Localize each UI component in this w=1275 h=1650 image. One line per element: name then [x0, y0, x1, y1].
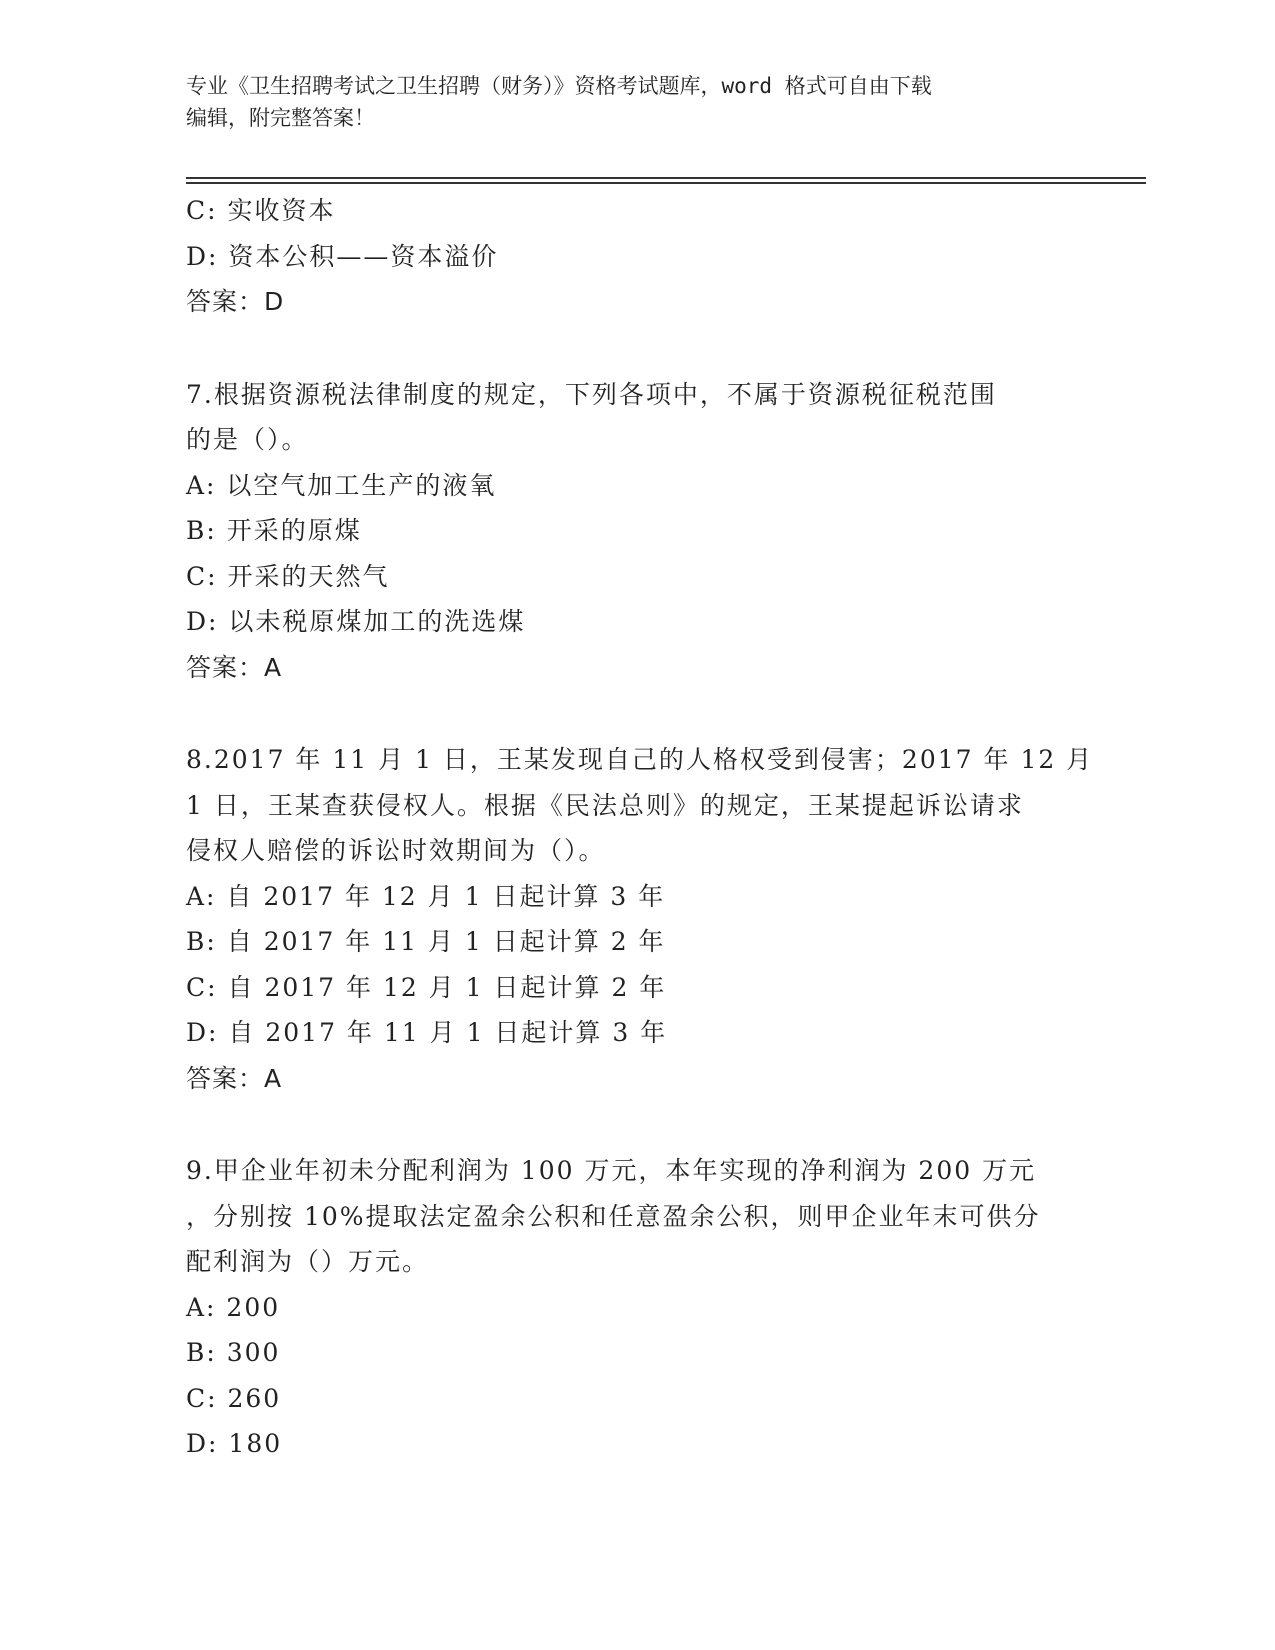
- question-stem: 7.根据资源税法律制度的规定，下列各项中，不属于资源税征税范围: [186, 379, 997, 409]
- question-stem: 9.甲企业年初未分配利润为 100 万元，本年实现的净利润为 200 万元: [186, 1156, 1037, 1185]
- option-c: C: 自 2017 年 12 月 1 日起计算 2 年: [186, 972, 667, 1002]
- question-stem: 1 日，王某查获侵权人。根据《民法总则》的规定，王某提起诉讼请求: [186, 790, 1024, 820]
- question-list: [186, 188, 1094, 1467]
- header-divider: [186, 177, 1146, 179]
- option-b: B: 300: [186, 1338, 281, 1367]
- option-a: A: 200: [186, 1292, 281, 1322]
- option-c: C: 实收资本: [186, 196, 336, 225]
- page-header: [186, 70, 1066, 134]
- option-c: C: 开采的天然气: [186, 561, 390, 591]
- option-d: D: 以未税原煤加工的洗选煤: [186, 607, 526, 636]
- option-a: A: 以空气加工生产的液氧: [186, 470, 497, 500]
- option-a: A: 自 2017 年 12 月 1 日起计算 3 年: [186, 881, 666, 911]
- option-c: C: 260: [186, 1383, 282, 1413]
- option-d: D: 资本公积——资本溢价: [186, 241, 499, 271]
- question-stem: ，分别按 10%提取法定盈余公积和任意盈余公积，则甲企业年末可供分: [186, 1201, 1041, 1231]
- answer-label: 答案：A: [186, 652, 283, 682]
- option-d: D: 180: [186, 1429, 283, 1458]
- question-stem: 的是（）。: [186, 425, 309, 454]
- header-line: 编辑，附完整答案！: [186, 106, 375, 130]
- option-d: D: 自 2017 年 11 月 1 日起计算 3 年: [186, 1018, 668, 1047]
- question-stem: 8.2017 年 11 月 1 日，王某发现自己的人格权受到侵害；2017 年 12 月: [186, 745, 1094, 774]
- question-stem: 配利润为（）万元。: [186, 1247, 430, 1276]
- question-stem: 侵权人赔偿的诉讼时效期间为（）。: [186, 836, 606, 865]
- option-b: B: 开采的原煤: [186, 516, 362, 545]
- answer-label: 答案：D: [186, 287, 285, 316]
- option-b: B: 自 2017 年 11 月 1 日起计算 2 年: [186, 927, 666, 956]
- header-line: 专业《卫生招聘考试之卫生招聘（财务）》资格考试题库，word 格式可自由下载: [186, 74, 932, 98]
- answer-label: 答案：A: [186, 1063, 283, 1093]
- header-divider: [186, 182, 1146, 184]
